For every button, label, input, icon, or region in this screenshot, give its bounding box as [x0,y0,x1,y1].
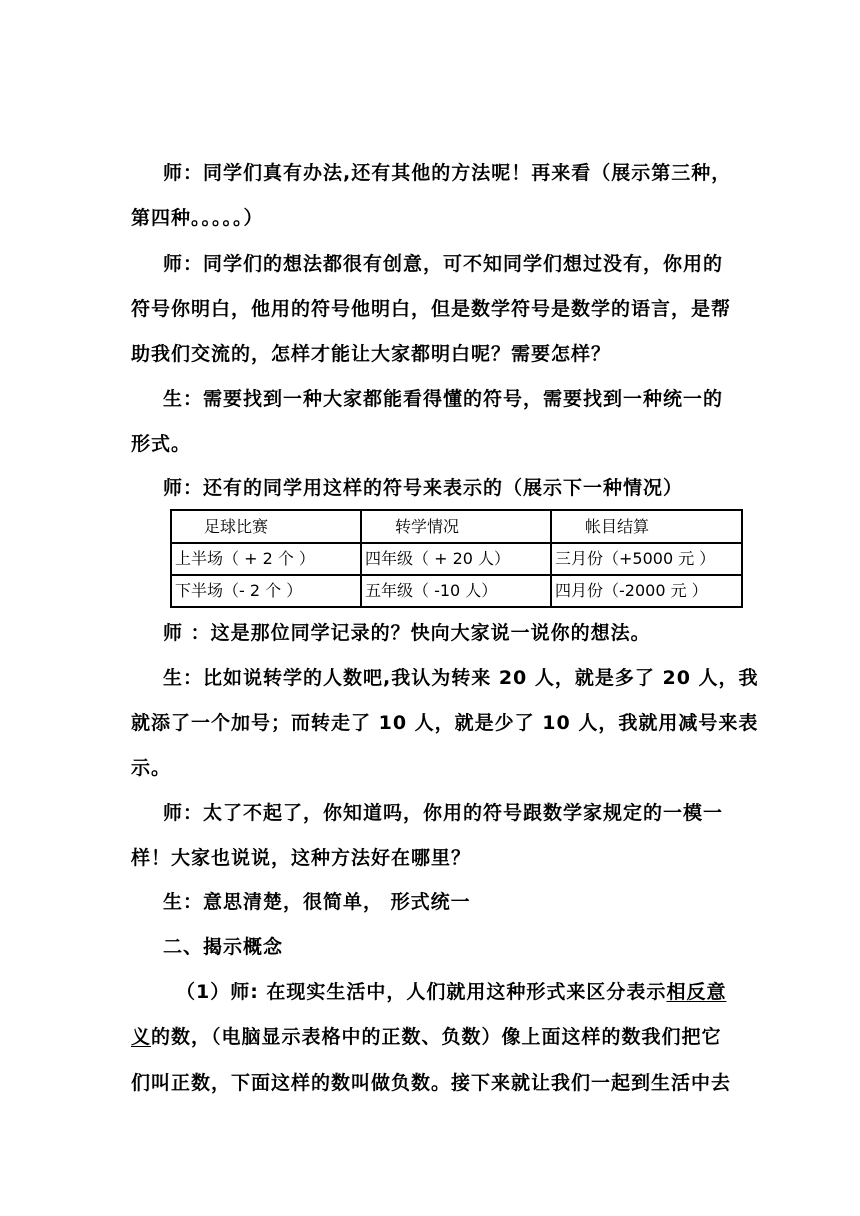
table-row [171,543,742,575]
table-cell: 四月份（-2000 元 ） [551,575,742,607]
paragraph-line: 符号你明白，他用的符号他明白，但是数学符号是数学的语言，是帮 [131,298,732,320]
underlined-term: 义 [131,1026,152,1048]
paragraph-line: 师：同学们的想法都很有创意，可不知同学们想过没有，你用的 [163,253,724,275]
paragraph-line: 样！大家也说说，这种方法好在哪里？ [131,847,472,869]
text-run: （1）师: 在现实生活中，人们就用这种形式来区分表示 [176,981,667,1003]
paragraph-line: 师 ：这是那位同学记录的？快向大家说一说你的想法。 [163,622,651,644]
paragraph-line: 师：太了不起了，你知道吗，你用的符号跟数学家规定的一模一 [163,802,724,824]
paragraph-line: 就添了一个加号；而转走了 10 人，就是少了 10 人，我就用减号来表 [131,712,759,734]
paragraph-line: 师：还有的同学用这样的符号来表示的（展示下一种情况） [163,477,684,499]
table-row [171,575,742,607]
table-header-cell: 足球比赛 [171,510,361,543]
paragraph-line: 师：同学们真有办法,还有其他的方法呢！再来看（展示第三种， [163,162,732,184]
paragraph-line: 们叫正数，下面这样的数叫做负数。接下来就让我们一起到生活中去 [131,1072,732,1094]
table-cell: 下半场（- 2 个 ） [171,575,361,607]
table-header-cell: 转学情况 [361,510,551,543]
paragraph-line [176,980,786,1004]
table-header-row [171,510,742,543]
paragraph-line: 生：需要找到一种大家都能看得懂的符号，需要找到一种统一的 [163,388,724,410]
paragraph-line: 助我们交流的，怎样才能让大家都明白呢？需要怎样？ [131,343,612,365]
table-cell: 三月份（+5000 元 ） [551,543,742,575]
paragraph-line [131,1025,741,1049]
table-header-cell: 帐目结算 [551,510,742,543]
paragraph-line: 生：意思清楚，很简单， 形式统一 [163,891,471,913]
records-table [170,509,743,608]
paragraph-line: 第四种。。。。。） [131,207,264,229]
table-cell: 五年级（ -10 人） [361,575,551,607]
paragraph-line: 生：比如说转学的人数吧,我认为转来 20 人，就是多了 20 人，我 [163,667,759,689]
text-run: 的数，（电脑显示表格中的正数、负数）像上面这样的数我们把它 [151,1026,722,1048]
table-cell: 上半场（ + 2 个 ） [171,543,361,575]
section-heading: 二、揭示概念 [163,936,284,958]
table-cell: 四年级（ + 20 人） [361,543,551,575]
paragraph-line: 示。 [131,757,172,779]
underlined-term: 相反意 [666,981,727,1003]
paragraph-line: 形式。 [131,433,192,455]
